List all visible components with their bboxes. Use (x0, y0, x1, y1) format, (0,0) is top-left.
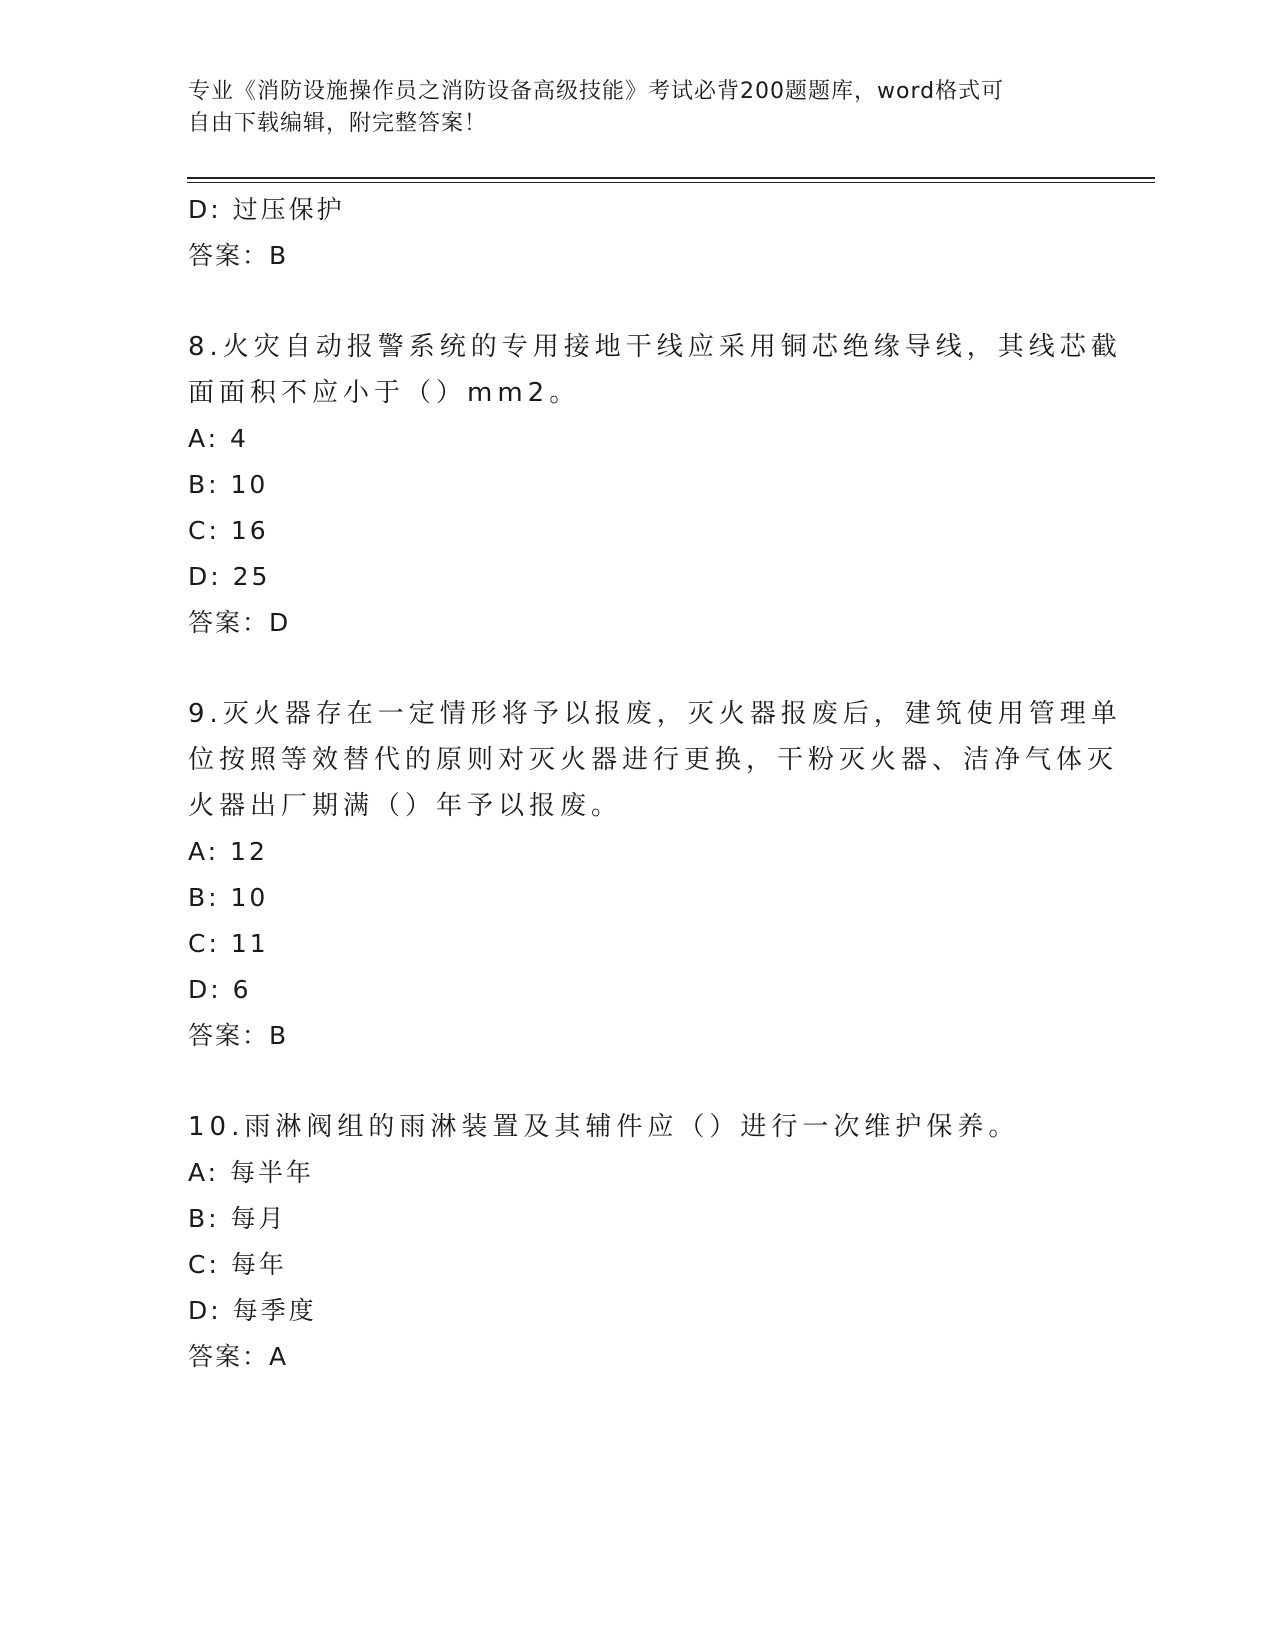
spacer (188, 1059, 1068, 1104)
answer: 答案：D (188, 608, 291, 637)
answer: 答案：B (188, 241, 289, 270)
option-c: C: 16 (188, 516, 269, 545)
option-b: B: 10 (188, 883, 269, 912)
option-b: B: 每月 (188, 1204, 287, 1233)
option-c: C: 11 (188, 929, 269, 958)
header-divider-thin (187, 182, 1155, 183)
header-line-1: 专业《消防设施操作员之消防设备高级技能》考试必背200题题库，word格式可 (188, 79, 1005, 104)
header-divider-thick (187, 177, 1155, 179)
option-d: D: 6 (188, 975, 252, 1004)
question-9 (188, 691, 1122, 1059)
option-d: D: 每季度 (188, 1296, 317, 1325)
option-a: A: 4 (188, 424, 249, 453)
question-10 (188, 1104, 1068, 1380)
answer: 答案：B (188, 1021, 289, 1050)
option-a: A: 12 (188, 837, 268, 866)
option-c: C: 每年 (188, 1250, 287, 1279)
spacer (188, 279, 1068, 324)
question-8 (188, 324, 1122, 646)
option-a: A: 每半年 (188, 1158, 315, 1187)
option-d: D: 过压保护 (188, 195, 345, 224)
question-7-tail (188, 187, 1068, 279)
spacer (188, 646, 1068, 691)
question-text-line: 8.火灾自动报警系统的专用接地干线应采用铜芯绝缘导线，其线芯截 (188, 332, 1122, 362)
question-text-line: 位按照等效替代的原则对灭火器进行更换，干粉灭火器、洁净气体灭 (188, 745, 1119, 775)
question-text-line: 9.灭火器存在一定情形将予以报废，灭火器报废后，建筑使用管理单 (188, 699, 1122, 729)
option-b: B: 10 (188, 470, 269, 499)
question-list (188, 187, 1122, 1380)
header-line-2: 自由下载编辑，附完整答案！ (188, 111, 488, 136)
question-text-line: 火器出厂期满（）年予以报废。 (188, 791, 623, 821)
answer: 答案：A (188, 1342, 289, 1371)
question-text-line: 10.雨淋阀组的雨淋装置及其辅件应（）进行一次维护保养。 (188, 1112, 1020, 1142)
document-header (188, 76, 1068, 140)
question-text-line: 面面积不应小于（）mm2。 (188, 378, 581, 408)
option-d: D: 25 (188, 562, 271, 591)
